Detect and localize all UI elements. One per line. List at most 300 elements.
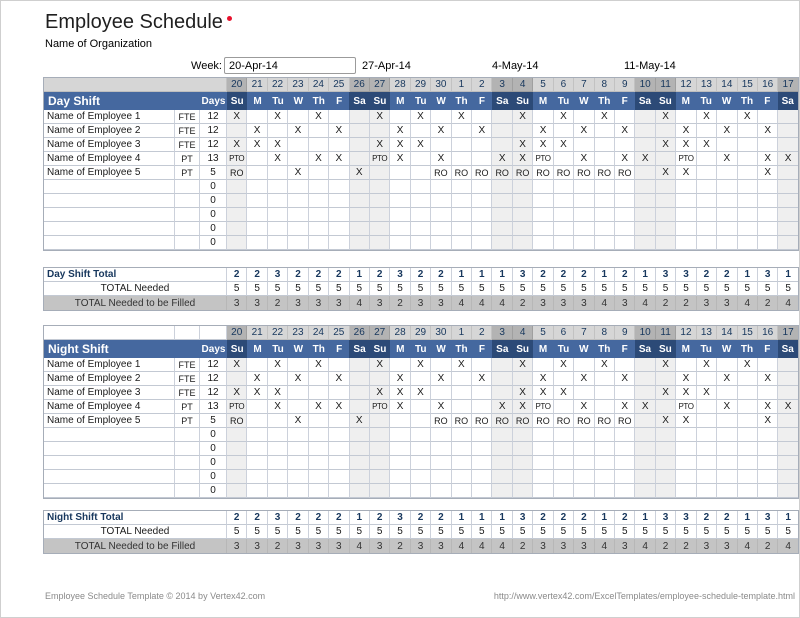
schedule-cell[interactable]: X <box>329 372 349 386</box>
schedule-cell[interactable] <box>247 456 267 470</box>
schedule-cell[interactable] <box>472 208 492 222</box>
schedule-cell[interactable]: RO <box>492 166 512 180</box>
schedule-cell[interactable] <box>778 166 797 180</box>
schedule-cell[interactable] <box>758 208 778 222</box>
schedule-cell[interactable] <box>431 236 451 250</box>
schedule-cell[interactable] <box>227 442 247 456</box>
schedule-cell[interactable] <box>288 236 308 250</box>
schedule-cell[interactable]: X <box>309 400 329 414</box>
schedule-cell[interactable] <box>758 428 778 442</box>
schedule-cell[interactable] <box>268 194 288 208</box>
schedule-cell[interactable] <box>472 442 492 456</box>
schedule-cell[interactable] <box>676 194 696 208</box>
schedule-cell[interactable]: X <box>452 110 472 124</box>
schedule-cell[interactable]: X <box>595 110 615 124</box>
schedule-cell[interactable] <box>492 208 512 222</box>
schedule-cell[interactable] <box>309 208 329 222</box>
schedule-cell[interactable] <box>411 414 431 428</box>
schedule-cell[interactable] <box>533 456 553 470</box>
schedule-cell[interactable] <box>635 180 655 194</box>
schedule-cell[interactable] <box>309 124 329 138</box>
schedule-cell[interactable] <box>574 138 594 152</box>
schedule-cell[interactable] <box>533 208 553 222</box>
schedule-cell[interactable] <box>288 428 308 442</box>
schedule-cell[interactable] <box>227 470 247 484</box>
schedule-cell[interactable] <box>697 400 717 414</box>
schedule-cell[interactable] <box>738 386 758 400</box>
schedule-cell[interactable] <box>554 208 574 222</box>
schedule-cell[interactable] <box>309 428 329 442</box>
employee-name-cell[interactable]: Name of Employee 5 <box>44 414 175 428</box>
schedule-cell[interactable] <box>758 456 778 470</box>
schedule-cell[interactable] <box>635 236 655 250</box>
schedule-cell[interactable]: X <box>615 152 635 166</box>
schedule-cell[interactable]: RO <box>513 166 533 180</box>
schedule-cell[interactable] <box>431 484 451 498</box>
schedule-cell[interactable] <box>595 442 615 456</box>
schedule-cell[interactable]: X <box>758 124 778 138</box>
schedule-cell[interactable] <box>309 166 329 180</box>
schedule-cell[interactable] <box>288 358 308 372</box>
schedule-cell[interactable] <box>758 194 778 208</box>
employee-type-cell[interactable]: FTE <box>175 358 200 372</box>
schedule-cell[interactable]: X <box>595 358 615 372</box>
schedule-cell[interactable] <box>717 194 737 208</box>
employee-name-cell[interactable] <box>44 222 175 236</box>
schedule-cell[interactable]: X <box>615 124 635 138</box>
schedule-cell[interactable] <box>411 428 431 442</box>
schedule-cell[interactable] <box>370 484 390 498</box>
schedule-cell[interactable] <box>513 194 533 208</box>
schedule-cell[interactable] <box>350 236 370 250</box>
schedule-cell[interactable] <box>390 414 410 428</box>
schedule-cell[interactable] <box>635 222 655 236</box>
schedule-cell[interactable] <box>492 372 512 386</box>
schedule-cell[interactable] <box>492 470 512 484</box>
schedule-cell[interactable] <box>615 358 635 372</box>
schedule-cell[interactable]: X <box>533 124 553 138</box>
schedule-cell[interactable] <box>676 470 696 484</box>
schedule-cell[interactable] <box>635 372 655 386</box>
schedule-cell[interactable]: X <box>676 386 696 400</box>
schedule-cell[interactable] <box>656 428 676 442</box>
schedule-cell[interactable] <box>656 470 676 484</box>
schedule-cell[interactable] <box>676 428 696 442</box>
schedule-cell[interactable] <box>778 386 797 400</box>
schedule-cell[interactable] <box>615 442 635 456</box>
schedule-cell[interactable] <box>717 236 737 250</box>
schedule-cell[interactable] <box>574 428 594 442</box>
schedule-cell[interactable] <box>288 386 308 400</box>
schedule-cell[interactable] <box>411 180 431 194</box>
schedule-cell[interactable]: X <box>717 400 737 414</box>
footer-url-link[interactable]: http://www.vertex42.com/ExcelTemplates/employee-schedule-template.html <box>493 591 795 601</box>
schedule-cell[interactable] <box>574 194 594 208</box>
schedule-cell[interactable] <box>329 166 349 180</box>
schedule-cell[interactable] <box>329 428 349 442</box>
schedule-cell[interactable]: X <box>431 152 451 166</box>
schedule-cell[interactable] <box>492 456 512 470</box>
schedule-cell[interactable] <box>370 442 390 456</box>
employee-type-cell[interactable] <box>175 484 200 498</box>
schedule-cell[interactable] <box>431 470 451 484</box>
schedule-cell[interactable] <box>574 470 594 484</box>
schedule-cell[interactable] <box>738 470 758 484</box>
schedule-cell[interactable] <box>472 110 492 124</box>
schedule-cell[interactable] <box>676 208 696 222</box>
schedule-cell[interactable] <box>390 194 410 208</box>
schedule-cell[interactable] <box>370 372 390 386</box>
schedule-cell[interactable] <box>738 414 758 428</box>
schedule-cell[interactable] <box>758 470 778 484</box>
schedule-cell[interactable] <box>778 138 797 152</box>
employee-name-cell[interactable] <box>44 484 175 498</box>
schedule-cell[interactable] <box>472 358 492 372</box>
schedule-cell[interactable]: X <box>268 358 288 372</box>
employee-name-cell[interactable] <box>44 236 175 250</box>
schedule-cell[interactable]: X <box>676 372 696 386</box>
schedule-cell[interactable] <box>268 208 288 222</box>
employee-type-cell[interactable] <box>175 470 200 484</box>
schedule-cell[interactable] <box>431 208 451 222</box>
schedule-cell[interactable]: X <box>758 372 778 386</box>
schedule-cell[interactable] <box>656 400 676 414</box>
employee-type-cell[interactable]: PT <box>175 166 200 180</box>
schedule-cell[interactable] <box>615 194 635 208</box>
schedule-cell[interactable] <box>595 470 615 484</box>
schedule-cell[interactable] <box>268 414 288 428</box>
week-start-input[interactable]: 20-Apr-14 <box>224 57 356 74</box>
schedule-cell[interactable] <box>513 222 533 236</box>
schedule-cell[interactable] <box>778 236 797 250</box>
schedule-cell[interactable] <box>350 400 370 414</box>
employee-type-cell[interactable] <box>175 222 200 236</box>
schedule-cell[interactable]: X <box>288 124 308 138</box>
schedule-cell[interactable] <box>717 484 737 498</box>
schedule-cell[interactable] <box>758 110 778 124</box>
schedule-cell[interactable] <box>697 484 717 498</box>
schedule-cell[interactable] <box>697 442 717 456</box>
schedule-cell[interactable] <box>656 152 676 166</box>
schedule-cell[interactable] <box>676 358 696 372</box>
schedule-cell[interactable]: X <box>288 372 308 386</box>
schedule-cell[interactable] <box>533 180 553 194</box>
schedule-cell[interactable] <box>350 180 370 194</box>
schedule-cell[interactable] <box>329 236 349 250</box>
schedule-cell[interactable] <box>554 484 574 498</box>
schedule-cell[interactable]: X <box>615 400 635 414</box>
schedule-cell[interactable] <box>472 386 492 400</box>
schedule-cell[interactable]: RO <box>574 414 594 428</box>
schedule-cell[interactable]: RO <box>574 166 594 180</box>
schedule-cell[interactable] <box>370 208 390 222</box>
schedule-cell[interactable] <box>309 386 329 400</box>
schedule-cell[interactable] <box>472 180 492 194</box>
schedule-cell[interactable] <box>472 428 492 442</box>
schedule-cell[interactable]: X <box>411 138 431 152</box>
schedule-cell[interactable] <box>411 222 431 236</box>
schedule-cell[interactable] <box>411 484 431 498</box>
schedule-cell[interactable] <box>778 484 797 498</box>
employee-type-cell[interactable]: PT <box>175 152 200 166</box>
schedule-cell[interactable]: X <box>554 110 574 124</box>
schedule-cell[interactable]: RO <box>595 166 615 180</box>
employee-type-cell[interactable]: FTE <box>175 124 200 138</box>
schedule-cell[interactable] <box>758 386 778 400</box>
employee-name-cell[interactable]: Name of Employee 2 <box>44 372 175 386</box>
schedule-cell[interactable]: X <box>513 358 533 372</box>
schedule-cell[interactable] <box>738 456 758 470</box>
schedule-cell[interactable] <box>309 456 329 470</box>
schedule-cell[interactable] <box>268 236 288 250</box>
schedule-cell[interactable] <box>656 208 676 222</box>
schedule-cell[interactable] <box>717 428 737 442</box>
schedule-cell[interactable] <box>390 222 410 236</box>
schedule-cell[interactable] <box>595 138 615 152</box>
schedule-cell[interactable]: X <box>390 124 410 138</box>
schedule-cell[interactable]: PTO <box>370 400 390 414</box>
schedule-cell[interactable] <box>778 110 797 124</box>
schedule-cell[interactable] <box>615 428 635 442</box>
schedule-cell[interactable] <box>778 222 797 236</box>
org-name-field[interactable]: Name of Organization <box>45 38 152 50</box>
schedule-cell[interactable]: X <box>758 414 778 428</box>
employee-type-cell[interactable]: FTE <box>175 372 200 386</box>
schedule-cell[interactable] <box>247 428 267 442</box>
schedule-cell[interactable] <box>288 470 308 484</box>
schedule-cell[interactable] <box>676 442 696 456</box>
schedule-cell[interactable] <box>778 208 797 222</box>
schedule-cell[interactable]: RO <box>452 166 472 180</box>
schedule-cell[interactable] <box>738 372 758 386</box>
schedule-cell[interactable] <box>513 236 533 250</box>
schedule-cell[interactable] <box>452 484 472 498</box>
schedule-cell[interactable] <box>309 236 329 250</box>
schedule-cell[interactable]: X <box>431 400 451 414</box>
schedule-cell[interactable] <box>492 358 512 372</box>
schedule-cell[interactable] <box>390 358 410 372</box>
schedule-cell[interactable] <box>513 470 533 484</box>
schedule-cell[interactable]: X <box>390 400 410 414</box>
employee-type-cell[interactable]: PT <box>175 414 200 428</box>
schedule-cell[interactable]: X <box>615 372 635 386</box>
schedule-cell[interactable]: PTO <box>676 152 696 166</box>
employee-name-cell[interactable]: Name of Employee 4 <box>44 400 175 414</box>
schedule-cell[interactable] <box>309 470 329 484</box>
schedule-cell[interactable] <box>227 456 247 470</box>
schedule-cell[interactable]: X <box>370 110 390 124</box>
schedule-cell[interactable] <box>411 166 431 180</box>
schedule-cell[interactable] <box>452 208 472 222</box>
schedule-cell[interactable] <box>533 428 553 442</box>
schedule-cell[interactable]: RO <box>615 414 635 428</box>
schedule-cell[interactable] <box>329 456 349 470</box>
schedule-cell[interactable]: PTO <box>227 152 247 166</box>
schedule-cell[interactable] <box>717 358 737 372</box>
schedule-cell[interactable]: X <box>247 124 267 138</box>
schedule-cell[interactable]: X <box>390 152 410 166</box>
schedule-cell[interactable] <box>411 372 431 386</box>
schedule-cell[interactable] <box>513 456 533 470</box>
schedule-cell[interactable] <box>615 222 635 236</box>
schedule-cell[interactable]: X <box>574 152 594 166</box>
schedule-cell[interactable] <box>350 470 370 484</box>
schedule-cell[interactable] <box>533 222 553 236</box>
employee-name-cell[interactable] <box>44 442 175 456</box>
schedule-cell[interactable] <box>574 456 594 470</box>
schedule-cell[interactable] <box>738 236 758 250</box>
schedule-cell[interactable]: RO <box>554 414 574 428</box>
schedule-cell[interactable] <box>635 414 655 428</box>
schedule-cell[interactable]: X <box>697 110 717 124</box>
schedule-cell[interactable] <box>431 442 451 456</box>
schedule-cell[interactable] <box>329 414 349 428</box>
schedule-cell[interactable] <box>329 208 349 222</box>
employee-name-cell[interactable]: Name of Employee 1 <box>44 110 175 124</box>
schedule-cell[interactable] <box>533 484 553 498</box>
schedule-cell[interactable] <box>268 428 288 442</box>
schedule-cell[interactable] <box>247 110 267 124</box>
schedule-cell[interactable]: X <box>390 138 410 152</box>
schedule-cell[interactable] <box>431 428 451 442</box>
schedule-cell[interactable] <box>227 124 247 138</box>
schedule-cell[interactable] <box>370 180 390 194</box>
schedule-cell[interactable] <box>656 236 676 250</box>
schedule-cell[interactable] <box>288 456 308 470</box>
schedule-cell[interactable]: X <box>656 138 676 152</box>
schedule-cell[interactable] <box>452 138 472 152</box>
schedule-cell[interactable] <box>411 152 431 166</box>
schedule-cell[interactable] <box>492 428 512 442</box>
schedule-cell[interactable] <box>595 194 615 208</box>
schedule-cell[interactable] <box>390 208 410 222</box>
schedule-cell[interactable] <box>390 166 410 180</box>
schedule-cell[interactable] <box>595 484 615 498</box>
schedule-cell[interactable]: X <box>574 372 594 386</box>
schedule-cell[interactable] <box>738 400 758 414</box>
schedule-cell[interactable] <box>227 484 247 498</box>
schedule-cell[interactable] <box>697 124 717 138</box>
schedule-cell[interactable] <box>697 208 717 222</box>
schedule-cell[interactable] <box>778 372 797 386</box>
schedule-cell[interactable] <box>513 484 533 498</box>
schedule-cell[interactable] <box>615 208 635 222</box>
schedule-cell[interactable] <box>390 470 410 484</box>
schedule-cell[interactable]: X <box>492 400 512 414</box>
schedule-cell[interactable]: X <box>635 152 655 166</box>
schedule-cell[interactable] <box>411 208 431 222</box>
schedule-cell[interactable]: X <box>370 386 390 400</box>
schedule-cell[interactable]: RO <box>431 414 451 428</box>
schedule-cell[interactable] <box>370 414 390 428</box>
schedule-cell[interactable] <box>452 442 472 456</box>
schedule-cell[interactable] <box>513 180 533 194</box>
schedule-cell[interactable] <box>247 414 267 428</box>
schedule-cell[interactable] <box>676 180 696 194</box>
schedule-cell[interactable]: X <box>574 124 594 138</box>
schedule-cell[interactable] <box>492 110 512 124</box>
schedule-cell[interactable] <box>309 442 329 456</box>
schedule-cell[interactable] <box>452 372 472 386</box>
schedule-cell[interactable] <box>574 110 594 124</box>
schedule-cell[interactable] <box>615 236 635 250</box>
schedule-cell[interactable] <box>697 222 717 236</box>
schedule-cell[interactable] <box>411 124 431 138</box>
schedule-cell[interactable] <box>697 194 717 208</box>
schedule-cell[interactable] <box>574 180 594 194</box>
schedule-cell[interactable] <box>778 180 797 194</box>
schedule-cell[interactable] <box>656 124 676 138</box>
schedule-cell[interactable] <box>329 442 349 456</box>
schedule-cell[interactable]: RO <box>595 414 615 428</box>
schedule-cell[interactable] <box>247 358 267 372</box>
schedule-cell[interactable] <box>492 442 512 456</box>
schedule-cell[interactable] <box>697 152 717 166</box>
schedule-cell[interactable] <box>329 386 349 400</box>
schedule-cell[interactable]: X <box>350 166 370 180</box>
schedule-cell[interactable] <box>309 180 329 194</box>
schedule-cell[interactable] <box>635 484 655 498</box>
schedule-cell[interactable] <box>738 428 758 442</box>
schedule-cell[interactable] <box>615 110 635 124</box>
schedule-cell[interactable] <box>697 428 717 442</box>
schedule-cell[interactable] <box>452 236 472 250</box>
schedule-cell[interactable]: X <box>513 138 533 152</box>
schedule-cell[interactable] <box>288 442 308 456</box>
schedule-cell[interactable] <box>574 208 594 222</box>
schedule-cell[interactable] <box>247 400 267 414</box>
employee-type-cell[interactable] <box>175 442 200 456</box>
employee-type-cell[interactable] <box>175 428 200 442</box>
schedule-cell[interactable] <box>533 442 553 456</box>
schedule-cell[interactable]: RO <box>472 166 492 180</box>
schedule-cell[interactable] <box>411 456 431 470</box>
schedule-cell[interactable]: X <box>288 166 308 180</box>
schedule-cell[interactable]: X <box>717 124 737 138</box>
employee-name-cell[interactable]: Name of Employee 5 <box>44 166 175 180</box>
schedule-cell[interactable]: X <box>513 386 533 400</box>
schedule-cell[interactable]: X <box>533 372 553 386</box>
schedule-cell[interactable] <box>758 138 778 152</box>
schedule-cell[interactable] <box>227 208 247 222</box>
schedule-cell[interactable]: X <box>554 386 574 400</box>
schedule-cell[interactable] <box>350 442 370 456</box>
schedule-cell[interactable]: X <box>268 400 288 414</box>
schedule-cell[interactable] <box>472 194 492 208</box>
schedule-cell[interactable] <box>350 138 370 152</box>
schedule-cell[interactable] <box>595 152 615 166</box>
schedule-cell[interactable] <box>533 358 553 372</box>
schedule-cell[interactable] <box>574 484 594 498</box>
schedule-cell[interactable]: X <box>247 138 267 152</box>
schedule-cell[interactable] <box>309 222 329 236</box>
schedule-cell[interactable]: X <box>778 152 797 166</box>
schedule-cell[interactable] <box>452 194 472 208</box>
schedule-cell[interactable] <box>697 470 717 484</box>
schedule-cell[interactable]: X <box>411 386 431 400</box>
schedule-cell[interactable] <box>309 194 329 208</box>
schedule-cell[interactable] <box>370 236 390 250</box>
schedule-cell[interactable]: X <box>452 358 472 372</box>
schedule-cell[interactable] <box>268 442 288 456</box>
schedule-cell[interactable] <box>247 180 267 194</box>
schedule-cell[interactable] <box>635 428 655 442</box>
schedule-cell[interactable] <box>329 358 349 372</box>
schedule-cell[interactable] <box>554 194 574 208</box>
schedule-cell[interactable] <box>615 180 635 194</box>
schedule-cell[interactable] <box>697 166 717 180</box>
schedule-cell[interactable]: RO <box>227 414 247 428</box>
